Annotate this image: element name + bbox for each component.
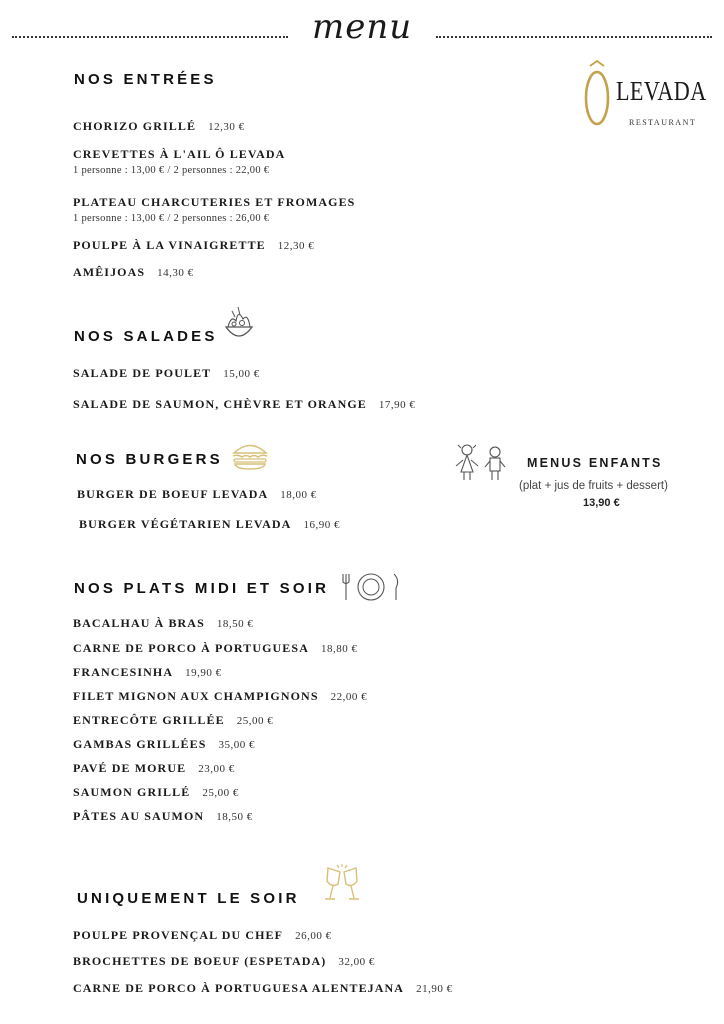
menu-script-title [308,6,418,50]
menu-item: FRANCESINHA 19,90 € [73,665,222,679]
menu-item: GAMBAS GRILLÉES 35,00 € [73,737,256,751]
menu-item-detail: 1 personne : 13,00 € / 2 personnes : 22,00 € [73,165,270,176]
menu-item: BROCHETTES DE BOEUF (ESPETADA) 32,00 € [73,954,375,968]
section-title-salades: NOS SALADES [74,328,218,345]
menu-item: PAVÉ DE MORUE 23,00 € [73,761,235,775]
plate-cutlery-icon [340,570,404,604]
header-divider-left [12,36,288,38]
section-title-soir: UNIQUEMENT LE SOIR [77,890,300,907]
logo-o-mark-icon [580,60,614,130]
menu-item: ENTRECÔTE GRILLÉE 25,00 € [73,713,274,727]
menu-item: CARNE DE PORCO À PORTUGUESA ALENTEJANA 21,90 € [73,981,453,995]
menu-item: AMÊIJOAS 14,30 € [73,265,194,279]
menu-item: BURGER VÉGÉTARIEN LEVADA 16,90 € [79,517,340,531]
kids-menu-description: (plat + jus de fruits + dessert) [519,480,668,492]
clinking-glasses-icon [318,862,366,906]
header-divider-right [436,36,712,38]
menu-item: SALADE DE POULET 15,00 € [73,366,260,380]
menu-item: SALADE DE SAUMON, CHÈVRE ET ORANGE 17,90 € [73,397,416,411]
menu-item: CARNE DE PORCO À PORTUGUESA 18,80 € [73,641,358,655]
logo-subtitle: RESTAURANT [629,118,697,127]
menu-item-detail: 1 personne : 13,00 € / 2 personnes : 26,00 € [73,213,270,224]
logo-name: LEVADA [616,76,707,106]
menu-item: BURGER DE BOEUF LEVADA 18,00 € [77,487,317,501]
kids-menu-price: 13,90 € [583,497,620,509]
burger-icon [231,440,269,470]
svg-text:menu: menu [312,7,413,47]
section-title-entrees: NOS ENTRÉES [74,71,217,88]
section-title-burgers: NOS BURGERS [76,451,223,468]
menu-item: BACALHAU À BRAS 18,50 € [73,616,254,630]
section-title-plats: NOS PLATS MIDI ET SOIR [74,580,330,597]
menu-item: POULPE À LA VINAIGRETTE 12,30 € [73,238,315,252]
restaurant-logo [580,60,712,130]
menu-item: PÂTES AU SAUMON 18,50 € [73,809,253,823]
menu-item: SAUMON GRILLÉ 25,00 € [73,785,239,799]
menu-item: PLATEAU CHARCUTERIES ET FROMAGES [73,195,356,209]
salad-bowl-icon [222,305,256,345]
kids-menu-title: MENUS ENFANTS [527,456,663,470]
kids-icon [452,442,512,484]
menu-item: FILET MIGNON AUX CHAMPIGNONS 22,00 € [73,689,368,703]
menu-item: CHORIZO GRILLÉ 12,30 € [73,119,245,133]
menu-item: POULPE PROVENÇAL DU CHEF 26,00 € [73,928,332,942]
menu-item: CREVETTES À L'AIL Ô LEVADA [73,147,286,161]
